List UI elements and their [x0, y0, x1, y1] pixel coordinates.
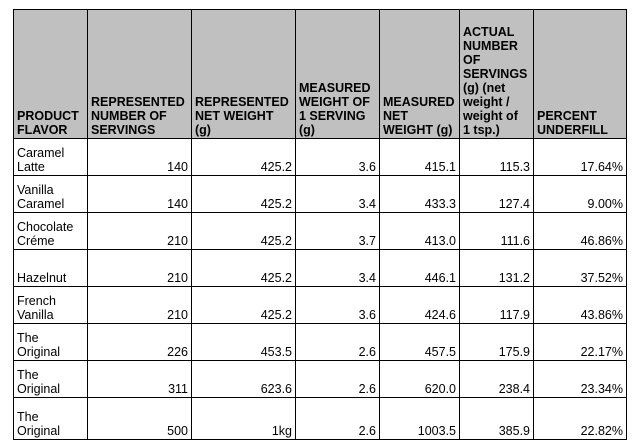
header-represented-net-weight: REPRESENTED NET WEIGHT (g): [192, 10, 296, 139]
percent-underfill-cell: 22.82%: [534, 398, 627, 440]
serving-weight-cell: 2.6: [296, 361, 380, 398]
represented-net-weight-cell: 1kg: [192, 398, 296, 440]
header-row: [14, 10, 627, 139]
serving-weight-cell: 3.4: [296, 176, 380, 213]
represented-servings-cell: 311: [88, 361, 192, 398]
actual-servings-cell: 385.9: [460, 398, 534, 440]
represented-net-weight-cell: 425.2: [192, 250, 296, 287]
represented-net-weight-cell: 425.2: [192, 139, 296, 176]
percent-underfill-cell: 43.86%: [534, 287, 627, 324]
header-represented-servings: REPRESENTED NUMBER OF SERVINGS: [88, 10, 192, 139]
actual-servings-cell: 238.4: [460, 361, 534, 398]
percent-underfill-cell: 22.17%: [534, 324, 627, 361]
underfill-table: [13, 9, 627, 440]
actual-servings-cell: 115.3: [460, 139, 534, 176]
represented-servings-cell: 500: [88, 398, 192, 440]
flavor-cell: Vanilla Caramel: [14, 176, 88, 213]
represented-servings-cell: 140: [88, 176, 192, 213]
represented-net-weight-cell: 425.2: [192, 287, 296, 324]
represented-net-weight-cell: 425.2: [192, 213, 296, 250]
actual-servings-cell: 117.9: [460, 287, 534, 324]
table-row: [14, 287, 627, 324]
represented-servings-cell: 140: [88, 139, 192, 176]
measured-net-weight-cell: 620.0: [380, 361, 460, 398]
represented-servings-cell: 210: [88, 250, 192, 287]
table-row: [14, 398, 627, 440]
table-row: [14, 250, 627, 287]
measured-net-weight-cell: 446.1: [380, 250, 460, 287]
flavor-cell: Hazelnut: [14, 250, 88, 287]
flavor-cell: The Original: [14, 324, 88, 361]
measured-net-weight-cell: 433.3: [380, 176, 460, 213]
percent-underfill-cell: 9.00%: [534, 176, 627, 213]
represented-servings-cell: 210: [88, 213, 192, 250]
percent-underfill-cell: 23.34%: [534, 361, 627, 398]
serving-weight-cell: 2.6: [296, 324, 380, 361]
actual-servings-cell: 111.6: [460, 213, 534, 250]
measured-net-weight-cell: 457.5: [380, 324, 460, 361]
flavor-cell: Chocolate Créme: [14, 213, 88, 250]
represented-servings-cell: 226: [88, 324, 192, 361]
flavor-cell: French Vanilla: [14, 287, 88, 324]
flavor-cell: The Original: [14, 361, 88, 398]
represented-net-weight-cell: 425.2: [192, 176, 296, 213]
measured-net-weight-cell: 415.1: [380, 139, 460, 176]
header-measured-net-weight: MEASURED NET WEIGHT (g): [380, 10, 460, 139]
represented-net-weight-cell: 623.6: [192, 361, 296, 398]
measured-net-weight-cell: 424.6: [380, 287, 460, 324]
header-measured-serving-weight: MEASURED WEIGHT OF 1 SERVING (g): [296, 10, 380, 139]
flavor-cell: The Original: [14, 398, 88, 440]
represented-net-weight-cell: 453.5: [192, 324, 296, 361]
actual-servings-cell: 175.9: [460, 324, 534, 361]
measured-net-weight-cell: 413.0: [380, 213, 460, 250]
table-row: [14, 361, 627, 398]
serving-weight-cell: 3.7: [296, 213, 380, 250]
table-row: [14, 213, 627, 250]
table-row: [14, 176, 627, 213]
table-row: [14, 139, 627, 176]
percent-underfill-cell: 17.64%: [534, 139, 627, 176]
serving-weight-cell: 2.6: [296, 398, 380, 440]
percent-underfill-cell: 37.52%: [534, 250, 627, 287]
percent-underfill-cell: 46.86%: [534, 213, 627, 250]
flavor-cell: Caramel Latte: [14, 139, 88, 176]
serving-weight-cell: 3.4: [296, 250, 380, 287]
header-percent-underfill: PERCENT UNDERFILL: [534, 10, 627, 139]
serving-weight-cell: 3.6: [296, 139, 380, 176]
actual-servings-cell: 131.2: [460, 250, 534, 287]
represented-servings-cell: 210: [88, 287, 192, 324]
header-product-flavor: PRODUCT FLAVOR: [14, 10, 88, 139]
measured-net-weight-cell: 1003.5: [380, 398, 460, 440]
actual-servings-cell: 127.4: [460, 176, 534, 213]
table-row: [14, 324, 627, 361]
header-actual-servings: ACTUAL NUMBER OF SERVINGS (g) (net weight / weight of 1 tsp.): [460, 10, 534, 139]
serving-weight-cell: 3.6: [296, 287, 380, 324]
